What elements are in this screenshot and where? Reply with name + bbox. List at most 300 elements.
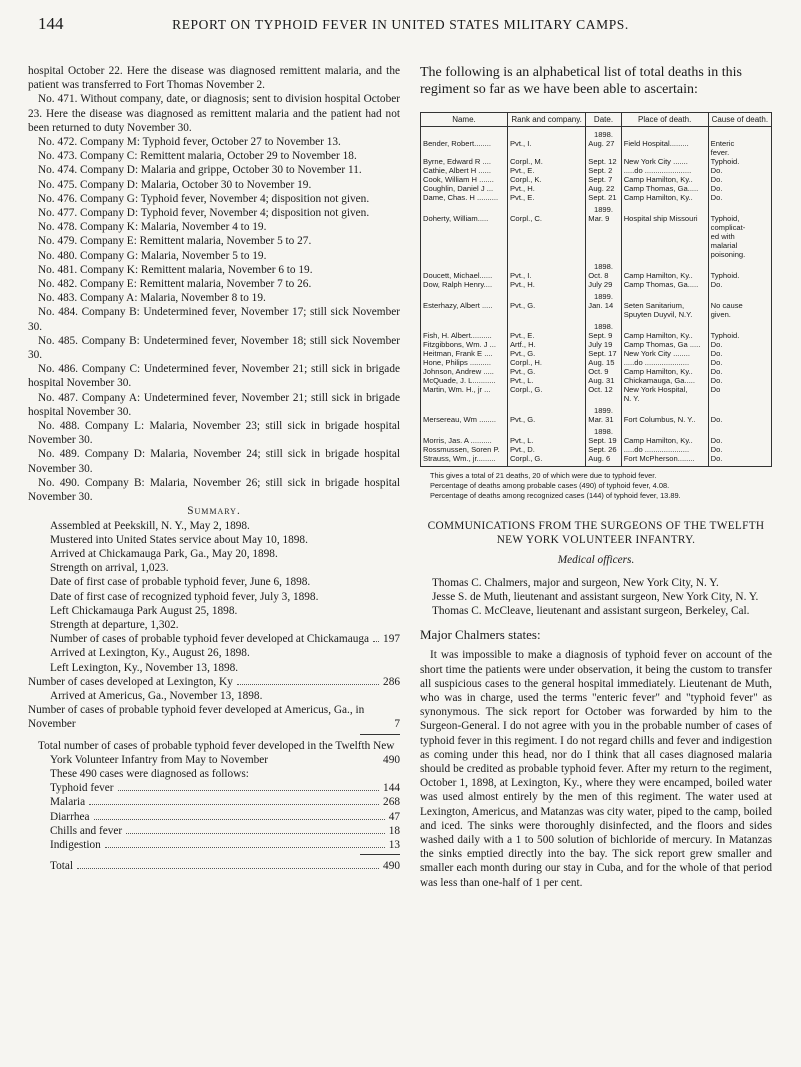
table-cell: Chickamauga, Ga..... <box>621 376 708 385</box>
diagnosis-label: Diarrhea <box>50 810 90 823</box>
table-cell: Corpl., M. <box>507 157 585 166</box>
communications-heading: COMMUNICATIONS FROM THE SURGEONS OF THE TWELFTH NEW YORK VOLUNTEER INFANTRY. <box>427 520 765 547</box>
table-row <box>421 415 772 424</box>
table-cell <box>621 241 708 250</box>
chickamauga-count-label: Number of cases of probable typhoid fever developed at Chickamauga <box>50 633 370 646</box>
table-cell <box>507 424 585 436</box>
table-cell <box>507 223 585 232</box>
table-cell <box>586 394 621 403</box>
table-cell <box>421 403 508 415</box>
leader-dots <box>94 819 385 820</box>
table-cell: .....do ..................... <box>621 358 708 367</box>
diagnoses-total-row <box>28 859 400 873</box>
table-cell <box>621 403 708 415</box>
table-cell <box>621 289 708 301</box>
table-cell: Typhoid. <box>708 331 771 340</box>
table-cell: Hospital ship Missouri <box>621 214 708 223</box>
diagnosis-row <box>28 824 400 838</box>
table-cell: July 29 <box>586 280 621 289</box>
table-cell <box>621 232 708 241</box>
left-column <box>28 64 400 873</box>
table-cell: No cause <box>708 301 771 310</box>
table-cell <box>708 424 771 436</box>
diagnoses-total: 490 <box>383 860 400 873</box>
table-cell: Cook, William H ....... <box>421 175 508 184</box>
table-cell: Do <box>708 385 771 394</box>
table-cell: Sept. 26 <box>586 445 621 454</box>
table-cell: Do. <box>708 184 771 193</box>
table-cell <box>708 319 771 331</box>
table-cell: Do. <box>708 367 771 376</box>
summary-line: Date of first case of probable typhoid fever, June 6, 1898. <box>50 576 311 589</box>
table-row <box>421 358 772 367</box>
table-cell <box>421 424 508 436</box>
table-cell <box>621 259 708 271</box>
lexington-count-row <box>28 675 400 689</box>
table-cell: Sept. 9 <box>586 331 621 340</box>
deaths-table <box>420 112 772 467</box>
table-cell: Pvt., G. <box>507 415 585 424</box>
table-cell: Do. <box>708 349 771 358</box>
table-cell: Oct. 8 <box>586 271 621 280</box>
lexington-count-label: Number of cases developed at Lexington, Ky <box>28 675 233 688</box>
table-cell <box>708 289 771 301</box>
officers-list <box>420 576 772 619</box>
table-cell: McQuade, J. L........... <box>421 376 508 385</box>
table-cell: 1899. <box>586 202 621 214</box>
table-cell: Cathie, Albert H ...... <box>421 166 508 175</box>
diagnosis-row <box>28 810 400 824</box>
table-cell: Pvt., E. <box>507 166 585 175</box>
table-cell: Hone, Philips .......... <box>421 358 508 367</box>
table-cell <box>708 394 771 403</box>
diagnosis-count: 268 <box>383 796 400 809</box>
table-cell <box>586 250 621 259</box>
table-row <box>421 241 772 250</box>
officer-line: Thomas C. McCleave, lieutenant and assistant surgeon, Berkeley, Cal. <box>432 605 750 618</box>
table-row <box>421 214 772 223</box>
table-row <box>421 148 772 157</box>
statement-paragraph: It was impossible to make a diagnosis of typhoid fever on account of the short time the patients were under observation, it being the custom to transfer all suspicious cases to the general hospital immediately. Lieutenant de Muth, who was in charge, used the terms "enteric fever" and "typhoid fever" as synonymous. The sick report for October was forwarded by him to the Surgeon-General. I do not agree with you in the probable number of cases of typhoid fever in this regiment. I do not regard chills and fever and indigestion as coming under this head, nor do I think that all cases diagnosed malaria should be credited as probable typhoid fever. After my return to the regiment, October 1, 1898, at Lexington, Ky., where they were encamped, boiled water was used almost entirely by the men of this regiment. The water used at Lexington, Americus, and Matanzas was city water, piped to the camp, boiled and iced. The sinks were thoroughly disinfected, and the floors and sides washed daily with a 1 to 500 solution of bichloride of mercury. In Matanzas the sinks emptied directly into the bay. The sick report grew smaller and smaller each month during our stay in Cuba, and for the whole of that period was less than one-half of 1 per cent. <box>420 649 772 889</box>
table-row <box>421 403 772 415</box>
table-cell: Seten Sanitarium, <box>621 301 708 310</box>
right-column <box>420 64 772 890</box>
americus-count: 7 <box>394 718 400 731</box>
case-entry: No. 480. Company G: Malaria, November 5 to 19. <box>38 249 267 262</box>
column-header: Rank and company. <box>507 113 585 127</box>
table-row <box>421 232 772 241</box>
table-cell: Corpl., K. <box>507 175 585 184</box>
table-row <box>421 301 772 310</box>
table-cell <box>507 148 585 157</box>
summary-line: Left Chickamauga Park August 25, 1898. <box>50 604 238 617</box>
table-cell <box>421 232 508 241</box>
table-cell <box>708 403 771 415</box>
diagnosis-label: Typhoid fever <box>50 782 114 795</box>
table-cell: Pvt., H. <box>507 280 585 289</box>
diagnosis-row <box>28 781 400 795</box>
diagnoses-list <box>28 781 400 852</box>
table-cell <box>621 202 708 214</box>
table-cell: Fort Columbus, N. Y.. <box>621 415 708 424</box>
leader-dots <box>126 833 385 834</box>
medical-officers-heading: Medical officers. <box>557 554 635 567</box>
table-cell: Pvt., G. <box>507 301 585 310</box>
table-header-row <box>421 113 772 127</box>
column-header: Name. <box>421 113 508 127</box>
table-cell: Do. <box>708 175 771 184</box>
table-cell: Pvt., G. <box>507 349 585 358</box>
table-cell: 1899. <box>586 289 621 301</box>
case-entry: No. 484. Company B: Undetermined fever, November 17; still sick November 30. <box>28 306 400 333</box>
case-entry: No. 490. Company B: Malaria, November 26; still sick in brigade hospital November 30. <box>28 476 400 504</box>
column-header: Cause of death. <box>708 113 771 127</box>
sum-rule <box>360 854 400 855</box>
table-row <box>421 436 772 445</box>
table-cell: Pvt., D. <box>507 445 585 454</box>
americus-arrived: Arrived at Americus, Ga., November 13, 1898. <box>50 689 263 702</box>
table-note: Percentage of deaths among recognized cases (144) of typhoid fever, 13.89. <box>430 491 681 500</box>
table-cell <box>621 148 708 157</box>
table-cell: 1898. <box>586 424 621 436</box>
table-cell <box>421 259 508 271</box>
table-row <box>421 193 772 202</box>
table-cell <box>421 289 508 301</box>
table-row <box>421 445 772 454</box>
table-cell <box>708 202 771 214</box>
table-row <box>421 331 772 340</box>
table-cell: Pvt., G. <box>507 367 585 376</box>
table-cell: Do. <box>708 280 771 289</box>
table-cell <box>507 289 585 301</box>
case-entry: No. 488. Company L: Malaria, November 23; still sick in brigade hospital November 30. <box>28 420 400 447</box>
table-note: Percentage of deaths among probable cases (490) of typhoid fever, 4.08. <box>430 481 670 490</box>
table-cell: Corpl., G. <box>507 385 585 394</box>
case-entry: No. 486. Company C: Undetermined fever, November 21; still sick in brigade hospital November 30. <box>28 363 400 390</box>
case-entry: No. 475. Company D: Malaria, October 30 to November 19. <box>38 178 312 191</box>
sum-rule <box>360 734 400 735</box>
case-entry: No. 483. Company A: Malaria, November 8 to 19. <box>38 292 266 305</box>
summary-line: Date of first case of recognized typhoid fever, July 3, 1898. <box>50 590 319 603</box>
table-cell: Martin, Wm. H., jr ... <box>421 385 508 394</box>
table-cell: Aug. 15 <box>586 358 621 367</box>
table-cell: New York Hospital, <box>621 385 708 394</box>
table-cell: Camp Thomas, Ga ..... <box>621 340 708 349</box>
table-cell: Camp Hamilton, Ky.. <box>621 367 708 376</box>
table-cell: Sept. 7 <box>586 175 621 184</box>
table-cell <box>421 148 508 157</box>
table-cell <box>586 223 621 232</box>
table-cell: Mersereau, Wm ........ <box>421 415 508 424</box>
diagnosis-count: 144 <box>383 782 400 795</box>
table-row <box>421 367 772 376</box>
summary-line: Arrived at Chickamauga Park, Ga., May 20, 1898. <box>50 547 278 560</box>
table-cell: Pvt., H. <box>507 184 585 193</box>
column-header: Date. <box>586 113 621 127</box>
table-cell: Pvt., I. <box>507 271 585 280</box>
table-row <box>421 310 772 319</box>
table-cell: Typhoid. <box>708 157 771 166</box>
table-cell: Camp Hamilton, Ky.. <box>621 175 708 184</box>
table-cell: ed with <box>708 232 771 241</box>
table-cell <box>507 259 585 271</box>
case-entry: No. 474. Company D: Malaria and grippe, October 30 to November 11. <box>38 164 362 177</box>
table-row <box>421 340 772 349</box>
table-cell: Camp Hamilton, Ky.. <box>621 436 708 445</box>
table-cell <box>621 319 708 331</box>
table-cell <box>421 202 508 214</box>
diagnosis-label: Indigestion <box>50 838 101 851</box>
table-cell: Mar. 9 <box>586 214 621 223</box>
chickamauga-count-row <box>28 632 400 646</box>
table-cell: Do. <box>708 340 771 349</box>
table-cell: malarial <box>708 241 771 250</box>
lexington-arrived: Arrived at Lexington, Ky., August 26, 1898. <box>50 647 250 660</box>
total-count-label: Total number of cases of probable typhoid fever developed in the Twelfth New York Volunteer Infantry from May to November <box>38 739 395 766</box>
table-cell: Typhoid, <box>708 214 771 223</box>
leader-dots <box>118 790 380 791</box>
table-cell: Sept. 17 <box>586 349 621 358</box>
table-cell: Doucett, Michael...... <box>421 271 508 280</box>
case-entry: No. 477. Company D: Typhoid fever, November 4; disposition not given. <box>38 207 370 220</box>
diagnosis-count: 18 <box>388 824 400 837</box>
table-cell: Do. <box>708 415 771 424</box>
table-row <box>421 250 772 259</box>
table-cell: Mar. 31 <box>586 415 621 424</box>
case-entry: No. 481. Company K: Remittent malaria, November 6 to 19. <box>38 263 313 276</box>
table-cell: 1898. <box>586 259 621 271</box>
americus-count-row <box>28 703 400 731</box>
table-cell: Strauss, Wm., jr......... <box>421 454 508 467</box>
case-entry: No. 487. Company A: Undetermined fever, November 21; still sick in brigade hospital November 30. <box>28 391 400 418</box>
table-cell: Pvt., I. <box>507 139 585 148</box>
table-note: This gives a total of 21 deaths, 20 of which were due to typhoid fever. <box>430 471 657 480</box>
table-cell <box>586 232 621 241</box>
table-cell: Fish, H. Albert.......... <box>421 331 508 340</box>
leader-dots <box>89 804 379 805</box>
table-cell: Morris, Jas. A .......... <box>421 436 508 445</box>
diagnosis-row <box>28 838 400 852</box>
table-cell: Dow, Ralph Henry.... <box>421 280 508 289</box>
table-cell <box>708 127 771 140</box>
table-cell: Corpl., G. <box>507 454 585 467</box>
table-cell: Enteric <box>708 139 771 148</box>
table-cell: Do. <box>708 445 771 454</box>
continued-paragraph: hospital October 22. Here the disease was diagnosed remittent malaria, and the patient was transferred to Fort Thomas November 2. <box>28 65 400 92</box>
table-cell: Camp Thomas, Ga..... <box>621 184 708 193</box>
table-cell: Pvt., L. <box>507 376 585 385</box>
summary-line: Strength at departure, 1,302. <box>50 618 179 631</box>
chickamauga-count: 197 <box>383 633 400 646</box>
table-cell: .....do ..................... <box>621 445 708 454</box>
table-cell: given. <box>708 310 771 319</box>
officer-line: Thomas C. Chalmers, major and surgeon, New York City, N. Y. <box>432 576 719 589</box>
table-row <box>421 319 772 331</box>
summary-line: Assembled at Peekskill, N. Y., May 2, 1898. <box>50 519 250 532</box>
table-cell: Aug. 22 <box>586 184 621 193</box>
case-entry: No. 473. Company C: Remittent malaria, October 29 to November 18. <box>38 150 357 163</box>
table-cell <box>621 424 708 436</box>
page-number: 144 <box>38 14 64 33</box>
table-cell <box>507 127 585 140</box>
table-notes <box>420 471 772 501</box>
table-cell: Jan. 14 <box>586 301 621 310</box>
case-entry: No. 478. Company K: Malaria, November 4 to 19. <box>38 221 267 234</box>
table-cell <box>421 223 508 232</box>
leader-dots <box>105 847 385 848</box>
table-cell <box>421 310 508 319</box>
table-cell <box>507 241 585 250</box>
table-cell: Artf., H. <box>507 340 585 349</box>
table-cell <box>621 127 708 140</box>
table-cell: July 19 <box>586 340 621 349</box>
table-body <box>421 127 772 467</box>
table-cell: Heitman, Frank E .... <box>421 349 508 358</box>
table-cell: Typhoid. <box>708 271 771 280</box>
total-count-row <box>28 739 400 767</box>
table-cell <box>708 259 771 271</box>
table-cell: Do. <box>708 166 771 175</box>
case-entry: No. 489. Company D: Malaria, November 24; still sick in brigade hospital November 30. <box>28 448 400 475</box>
case-entry: No. 479. Company E: Remittent malaria, November 5 to 27. <box>38 235 312 248</box>
table-cell <box>421 127 508 140</box>
table-cell: Bender, Robert........ <box>421 139 508 148</box>
table-cell: Johnson, Andrew ..... <box>421 367 508 376</box>
page-header <box>0 8 801 44</box>
table-cell <box>621 223 708 232</box>
diagnosis-label: Malaria <box>50 796 86 809</box>
table-cell: poisoning. <box>708 250 771 259</box>
table-cell: Oct. 12 <box>586 385 621 394</box>
diagnosed-line: These 490 cases were diagnosed as follows: <box>50 767 249 780</box>
table-cell: Do. <box>708 193 771 202</box>
table-cell <box>421 241 508 250</box>
table-cell <box>507 394 585 403</box>
summary-line: Mustered into United States service about May 10, 1898. <box>50 533 308 546</box>
table-row <box>421 184 772 193</box>
running-head: REPORT ON TYPHOID FEVER IN UNITED STATES MILITARY CAMPS. <box>172 17 629 32</box>
table-cell: Sept. 19 <box>586 436 621 445</box>
table-row <box>421 385 772 394</box>
table-cell: Aug. 6 <box>586 454 621 467</box>
table-cell: New York City ....... <box>621 157 708 166</box>
table-cell: Do. <box>708 436 771 445</box>
table-cell: Camp Thomas, Ga..... <box>621 280 708 289</box>
table-cell: Pvt., E. <box>507 331 585 340</box>
table-cell: Do. <box>708 376 771 385</box>
table-cell: Sept. 12 <box>586 157 621 166</box>
table-cell: Aug. 27 <box>586 139 621 148</box>
table-cell <box>507 250 585 259</box>
diagnoses-total-label: Total <box>50 860 74 873</box>
table-cell: Rossmussen, Soren P. <box>421 445 508 454</box>
table-cell: 1898. <box>586 127 621 140</box>
table-cell: Field Hospital......... <box>621 139 708 148</box>
table-cell: Byrne, Edward R .... <box>421 157 508 166</box>
diagnosis-count: 13 <box>388 838 400 851</box>
table-row <box>421 271 772 280</box>
table-cell: Dame, Chas. H .......... <box>421 193 508 202</box>
officer-line: Jesse S. de Muth, lieutenant and assistant surgeon, New York City, N. Y. <box>432 590 759 603</box>
table-cell <box>586 241 621 250</box>
table-row <box>421 349 772 358</box>
table-row <box>421 394 772 403</box>
lexington-count: 286 <box>383 675 400 688</box>
table-cell: Spuyten Duyvil, N.Y. <box>621 310 708 319</box>
case-entry: No. 471. Without company, date, or diagnosis; sent to division hospital October 23. Here the disease was diagnosed as remittent malaria and the patient had not been returned to duty November 30. <box>28 93 400 134</box>
table-cell: Pvt., E. <box>507 193 585 202</box>
case-entry: No. 485. Company B: Undetermined fever, November 18; still sick November 30. <box>28 334 400 362</box>
statement-heading: Major Chalmers states: <box>420 627 541 643</box>
leader-dots <box>373 641 379 642</box>
leader-dots <box>237 684 379 685</box>
table-row <box>421 376 772 385</box>
table-cell: Sept. 2 <box>586 166 621 175</box>
table-row <box>421 289 772 301</box>
table-cell: N. Y. <box>621 394 708 403</box>
case-entry: No. 482. Company E: Remittent malaria, November 7 to 26. <box>38 278 312 291</box>
deaths-intro: The following is an alphabetical list of total deaths in this regiment so far as we have been able to ascertain: <box>420 65 742 97</box>
table-cell <box>507 319 585 331</box>
table-cell <box>507 310 585 319</box>
table-row <box>421 157 772 166</box>
table-cell <box>621 250 708 259</box>
total-count: 490 <box>383 753 400 766</box>
lexington-left: Left Lexington, Ky., November 13, 1898. <box>50 661 239 674</box>
table-cell: Fort McPherson........ <box>621 454 708 467</box>
table-cell: 1899. <box>586 403 621 415</box>
table-cell <box>507 403 585 415</box>
table-cell <box>421 394 508 403</box>
table-row <box>421 166 772 175</box>
summary-lines <box>28 519 400 633</box>
table-cell: Do. <box>708 358 771 367</box>
table-row <box>421 223 772 232</box>
diagnosis-count: 47 <box>388 810 400 823</box>
case-list <box>28 64 400 504</box>
table-row <box>421 202 772 214</box>
table-cell: Camp Hamilton, Ky.. <box>621 271 708 280</box>
column-header: Place of death. <box>621 113 708 127</box>
table-cell: Oct. 9 <box>586 367 621 376</box>
table-cell <box>586 148 621 157</box>
table-row <box>421 175 772 184</box>
case-entry: No. 472. Company M: Typhoid fever, October 27 to November 13. <box>38 136 341 149</box>
table-cell: Coughlin, Daniel J ... <box>421 184 508 193</box>
table-row <box>421 139 772 148</box>
table-cell: fever. <box>708 148 771 157</box>
table-row <box>421 127 772 140</box>
table-cell: Corpl., C. <box>507 214 585 223</box>
table-cell: Camp Hamilton, Ky.. <box>621 193 708 202</box>
table-cell: Pvt., L. <box>507 436 585 445</box>
table-cell: Do. <box>708 454 771 467</box>
table-cell <box>507 232 585 241</box>
table-cell <box>507 202 585 214</box>
table-cell: Corpl., H. <box>507 358 585 367</box>
table-cell: 1898. <box>586 319 621 331</box>
table-cell <box>421 250 508 259</box>
table-cell: complicat- <box>708 223 771 232</box>
table-cell: Fitzgibbons, Wm. J ... <box>421 340 508 349</box>
table-row <box>421 280 772 289</box>
table-cell: Aug. 31 <box>586 376 621 385</box>
diagnosis-row <box>28 795 400 809</box>
table-row <box>421 454 772 467</box>
case-entry: No. 476. Company G: Typhoid fever, November 4; disposition not given. <box>38 192 370 205</box>
table-cell: Camp Hamilton, Ky.. <box>621 331 708 340</box>
table-cell: .....do ...................... <box>621 166 708 175</box>
